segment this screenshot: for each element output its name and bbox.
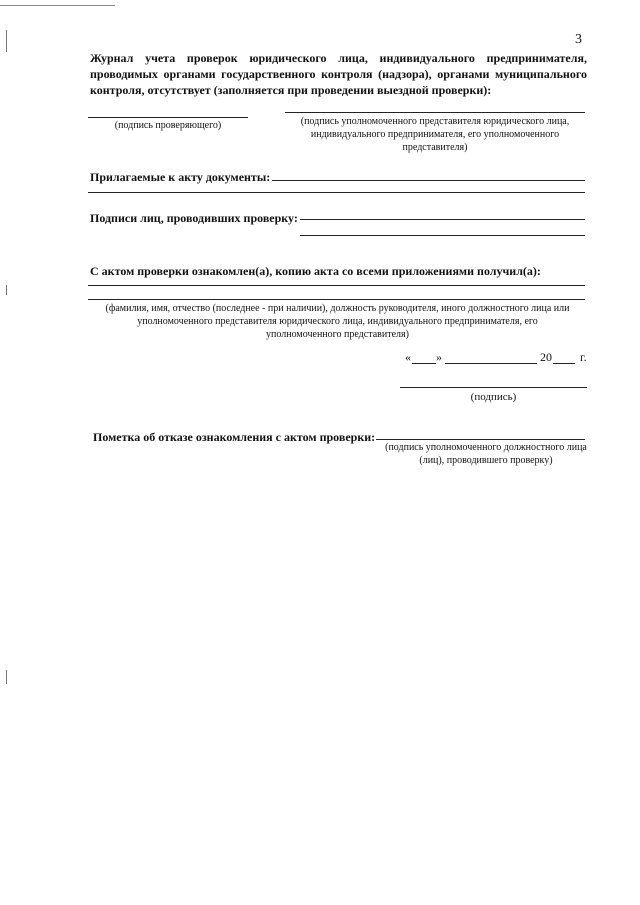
signature-line <box>400 387 587 388</box>
refusal-caption: (подпись уполномоченного должностного лица (лиц), проводившего проверку) <box>385 442 587 466</box>
date-day-close-quote: » <box>436 350 442 364</box>
inspector-signature-caption: (подпись проверяющего) <box>114 120 222 131</box>
acknowledgement-caption: (фамилия, имя, отчество (последнее - при наличии), должность руководителя, иного должностного лица или уполномоченного представителя юридического лица, индивидуального предпринимателя, его уполномоченного представителя) <box>105 303 570 340</box>
attached-documents-line-2 <box>88 192 585 193</box>
date-year-suffix: г. <box>580 350 587 364</box>
inspectors-signatures-label: Подписи лиц, проводивших проверку: <box>90 211 298 225</box>
signature-caption: (подпись) <box>470 391 517 403</box>
date-day-line <box>412 363 436 364</box>
date-year-prefix: 20 <box>540 350 552 364</box>
date-day-open-quote: « <box>405 350 411 364</box>
scan-top-line <box>0 5 115 6</box>
attached-documents-line <box>272 180 585 181</box>
representative-signature-line <box>285 112 585 113</box>
attached-documents-label: Прилагаемые к акту документы: <box>90 170 271 184</box>
refusal-line <box>376 439 585 440</box>
scan-margin-marks <box>6 670 7 684</box>
page-number: 3 <box>575 32 582 47</box>
refusal-label: Пометка об отказе ознакомления с актом проверки: <box>93 430 376 444</box>
inspectors-signatures-line-2 <box>300 235 585 236</box>
acknowledgement-label: С актом проверки ознакомлен(а), копию акта со всеми приложениями получил(а): <box>90 264 541 278</box>
scan-margin-marks <box>6 285 7 295</box>
representative-signature-caption: (подпись уполномоченного представителя юридического лица, индивидуального предпринимателя, его уполномоченного представителя) <box>300 116 570 153</box>
inspectors-signatures-line <box>300 219 585 220</box>
date-year-line <box>553 363 575 364</box>
acknowledgement-line <box>88 285 585 286</box>
acknowledgement-line-2 <box>88 299 585 300</box>
scan-margin-marks <box>6 30 7 52</box>
inspector-signature-line <box>88 117 248 118</box>
date-month-line <box>445 363 537 364</box>
journal-paragraph: Журнал учета проверок юридического лица, индивидуального предпринимателя, проводимых органами государственного контроля (надзора), органами муниципального контроля, отсутствует (заполняется при проведении выездной проверки): <box>90 51 587 97</box>
